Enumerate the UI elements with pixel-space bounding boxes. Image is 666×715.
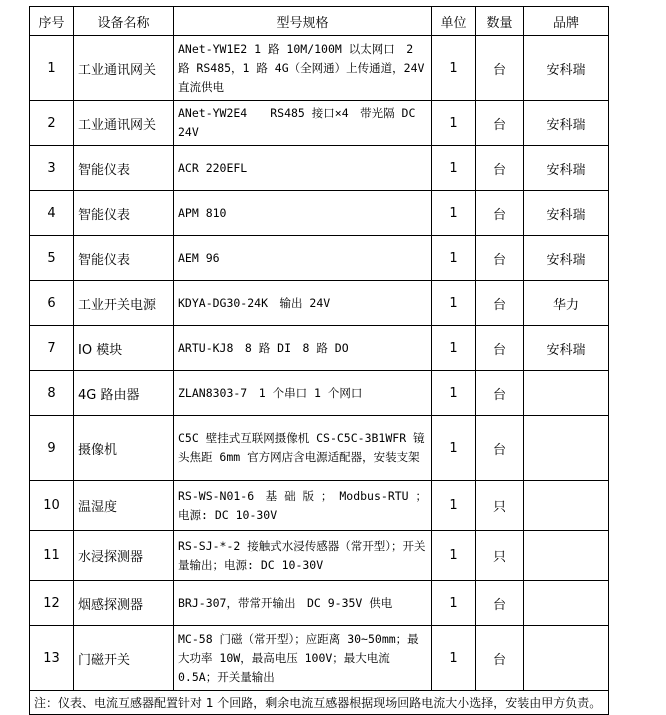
table-row	[30, 581, 609, 626]
row-no: 2	[30, 101, 74, 146]
row-brand: 安科瑞	[524, 191, 609, 236]
row-qty: 只	[476, 481, 524, 531]
row-no: 10	[30, 481, 74, 531]
table-row	[30, 626, 609, 691]
table-header-row	[30, 7, 609, 36]
table-row	[30, 416, 609, 481]
row-qty: 台	[476, 581, 524, 626]
row-qty: 台	[476, 146, 524, 191]
row-no: 13	[30, 626, 74, 691]
header-brand: 品牌	[524, 7, 609, 36]
row-brand: 安科瑞	[524, 236, 609, 281]
row-brand	[524, 581, 609, 626]
row-brand: 安科瑞	[524, 101, 609, 146]
row-unit: 1	[432, 281, 476, 326]
row-name: 4G 路由器	[74, 371, 174, 416]
row-no: 9	[30, 416, 74, 481]
row-brand	[524, 626, 609, 691]
row-name: 烟感探测器	[74, 581, 174, 626]
row-unit: 1	[432, 481, 476, 531]
header-unit: 单位	[432, 7, 476, 36]
row-name: 工业通讯网关	[74, 36, 174, 101]
row-no: 1	[30, 36, 74, 101]
header-spec: 型号规格	[174, 7, 432, 36]
header-name: 设备名称	[74, 7, 174, 36]
row-unit: 1	[432, 146, 476, 191]
row-no: 7	[30, 326, 74, 371]
table-row	[30, 146, 609, 191]
row-name: IO 模块	[74, 326, 174, 371]
row-spec: MC-58 门磁（常开型）；应距离 30~50mm；最大功率 10W，最高电压 100V；最大电流 0.5A；开关量输出	[174, 626, 432, 691]
table-row	[30, 236, 609, 281]
row-unit: 1	[432, 416, 476, 481]
row-brand: 华力	[524, 281, 609, 326]
row-no: 6	[30, 281, 74, 326]
row-brand	[524, 531, 609, 581]
row-qty: 台	[476, 416, 524, 481]
row-brand: 安科瑞	[524, 146, 609, 191]
row-no: 4	[30, 191, 74, 236]
row-name: 水浸探测器	[74, 531, 174, 581]
row-unit: 1	[432, 101, 476, 146]
row-no: 3	[30, 146, 74, 191]
row-qty: 台	[476, 326, 524, 371]
table-row	[30, 281, 609, 326]
row-unit: 1	[432, 371, 476, 416]
row-spec: ARTU-KJ8 8 路 DI 8 路 DO	[174, 326, 432, 371]
table-row	[30, 326, 609, 371]
row-brand	[524, 416, 609, 481]
row-spec: BRJ-307，带常开输出 DC 9-35V 供电	[174, 581, 432, 626]
row-qty: 台	[476, 281, 524, 326]
row-name: 智能仪表	[74, 236, 174, 281]
row-brand	[524, 481, 609, 531]
note-row	[30, 691, 609, 715]
row-unit: 1	[432, 36, 476, 101]
row-spec: ZLAN8303-7 1 个串口 1 个网口	[174, 371, 432, 416]
row-name: 摄像机	[74, 416, 174, 481]
row-spec: AEM 96	[174, 236, 432, 281]
row-qty: 台	[476, 36, 524, 101]
row-unit: 1	[432, 531, 476, 581]
row-spec: C5C 壁挂式互联网摄像机 CS-C5C-3B1WFR 镜头焦距 6mm 官方网店含电源适配器，安装支架	[174, 416, 432, 481]
row-name: 智能仪表	[74, 191, 174, 236]
table-row	[30, 531, 609, 581]
row-name: 工业通讯网关	[74, 101, 174, 146]
row-qty: 只	[476, 531, 524, 581]
table-row	[30, 101, 609, 146]
row-spec: ANet-YW1E2 1 路 10M/100M 以太网口 2 路 RS485，1 路 4G（全网通）上传通道，24V 直流供电	[174, 36, 432, 101]
row-spec: ACR 220EFL	[174, 146, 432, 191]
row-spec: RS-WS-N01-6 基 础 版 ； Modbus-RTU ； 电源: DC 10-30V	[174, 481, 432, 531]
row-unit: 1	[432, 581, 476, 626]
row-spec: KDYA-DG30-24K 输出 24V	[174, 281, 432, 326]
table-row	[30, 481, 609, 531]
row-unit: 1	[432, 191, 476, 236]
row-spec: ANet-YW2E4 RS485 接口×4 带光隔 DC 24V	[174, 101, 432, 146]
row-name: 门磁开关	[74, 626, 174, 691]
row-unit: 1	[432, 626, 476, 691]
row-name: 智能仪表	[74, 146, 174, 191]
row-brand: 安科瑞	[524, 36, 609, 101]
row-unit: 1	[432, 236, 476, 281]
row-no: 12	[30, 581, 74, 626]
row-name: 工业开关电源	[74, 281, 174, 326]
table-row	[30, 371, 609, 416]
row-qty: 台	[476, 371, 524, 416]
row-no: 8	[30, 371, 74, 416]
table-row	[30, 36, 609, 101]
table-note: 注：仪表、电流互感器配置针对 1 个回路，剩余电流互感器根据现场回路电流大小选择，安装由甲方负责。	[30, 691, 609, 715]
row-spec: APM 810	[174, 191, 432, 236]
table-row	[30, 191, 609, 236]
row-unit: 1	[432, 326, 476, 371]
row-name: 温湿度	[74, 481, 174, 531]
row-brand: 安科瑞	[524, 326, 609, 371]
row-brand	[524, 371, 609, 416]
row-no: 11	[30, 531, 74, 581]
row-qty: 台	[476, 101, 524, 146]
row-qty: 台	[476, 626, 524, 691]
row-qty: 台	[476, 191, 524, 236]
header-no: 序号	[30, 7, 74, 36]
row-spec: RS-SJ-*-2 接触式水浸传感器（常开型）；开关量输出；电源: DC 10-30V	[174, 531, 432, 581]
equipment-table	[29, 6, 609, 715]
header-qty: 数量	[476, 7, 524, 36]
row-no: 5	[30, 236, 74, 281]
row-qty: 台	[476, 236, 524, 281]
